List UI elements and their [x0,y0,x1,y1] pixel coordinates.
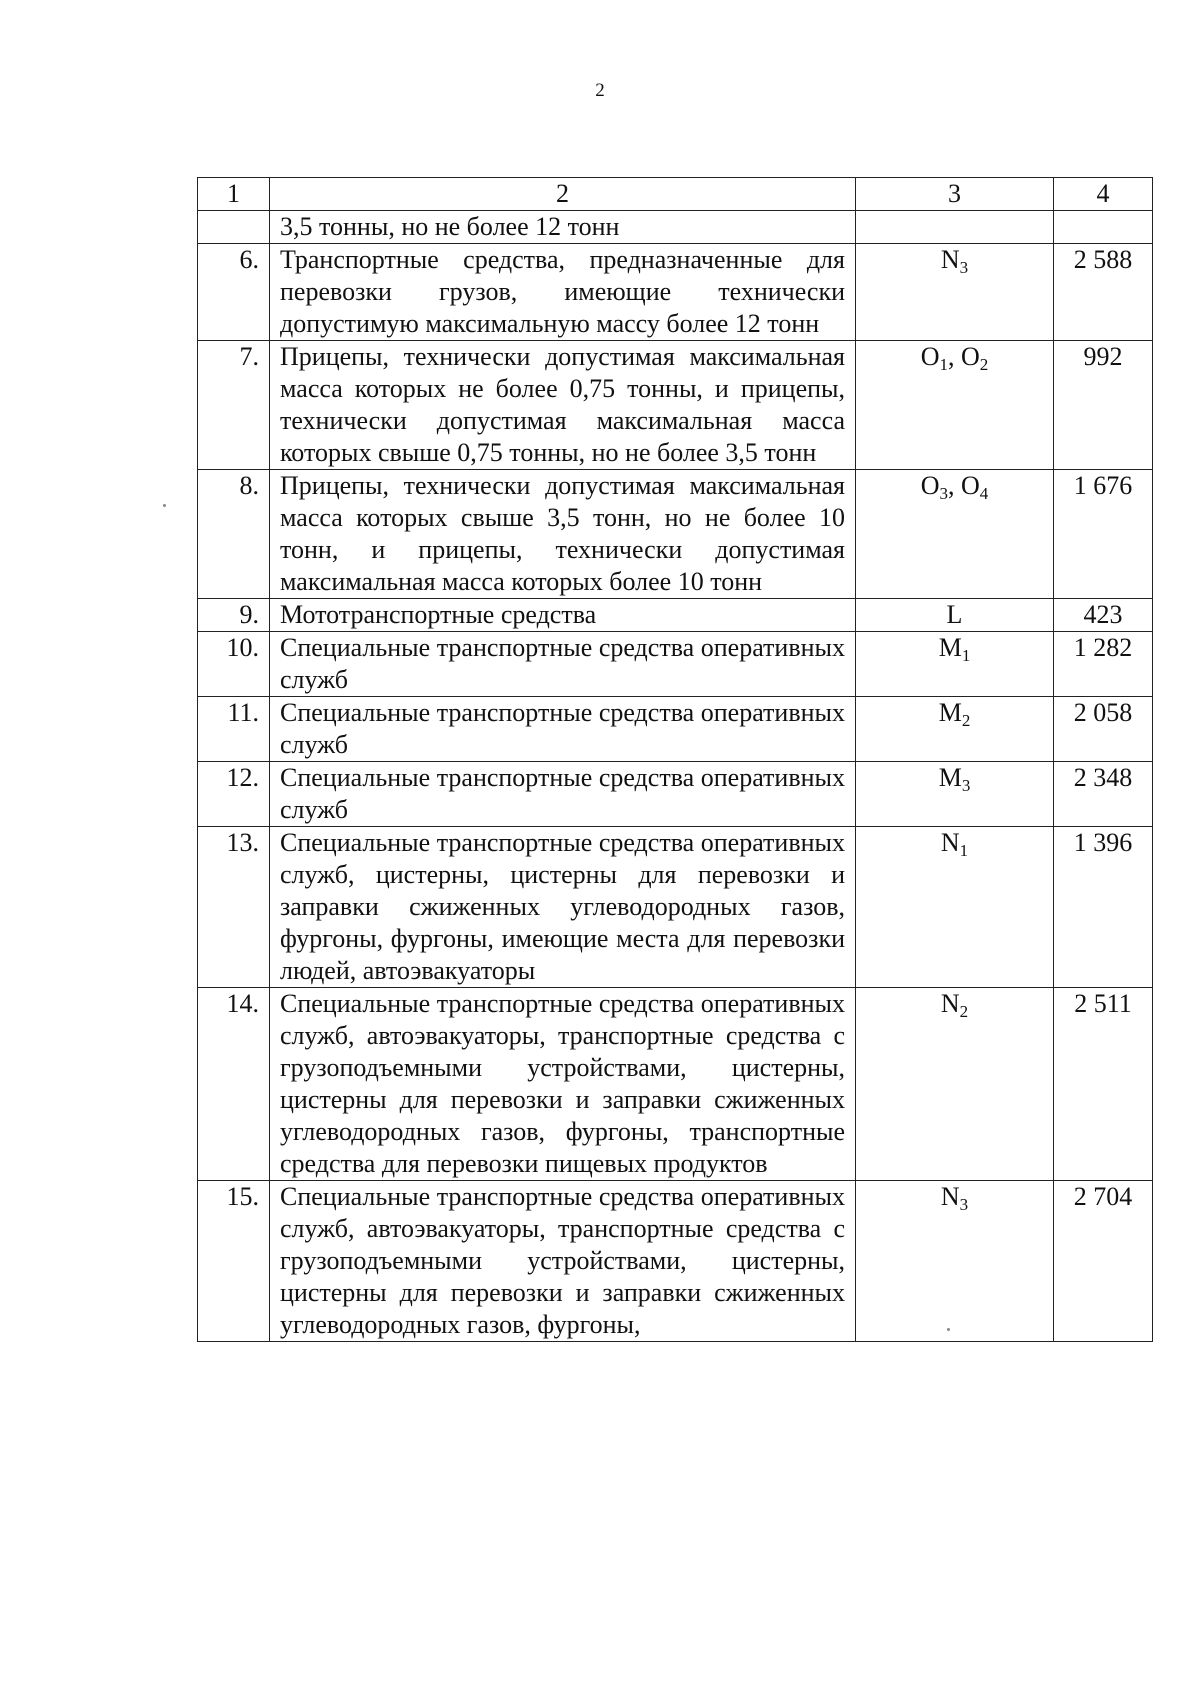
row-category [856,697,1054,762]
row-value [1054,211,1153,244]
header-cell-3: 3 [856,178,1054,211]
table-row [198,244,1153,341]
category-code-2: O [961,471,980,500]
row-category [856,244,1054,341]
row-value: 2 588 [1054,244,1153,341]
category-subscript: 2 [961,711,971,730]
table-row [198,211,1153,244]
table-row [198,988,1153,1181]
header-cell-4: 4 [1054,178,1153,211]
row-description: Специальные транспортные средства оперативных служб [270,762,856,827]
row-value: 423 [1054,599,1153,632]
row-category [856,988,1054,1181]
category-subscript-2: 4 [979,484,989,503]
table-header-row [198,178,1153,211]
row-number: 8. [198,470,270,599]
table-row [198,1181,1153,1342]
row-category [856,341,1054,470]
row-category [856,211,1054,244]
row-category [856,632,1054,697]
row-number: 15. [198,1181,270,1342]
category-code: N [940,245,960,274]
row-category [856,470,1054,599]
row-value: 2 511 [1054,988,1153,1181]
category-code: O [920,471,940,500]
row-value: 1 396 [1054,827,1153,988]
category-code: M [938,763,962,792]
header-cell-2: 2 [270,178,856,211]
category-subscript: 3 [939,484,948,503]
category-subscript: 1 [959,841,969,860]
row-value: 2 058 [1054,697,1153,762]
row-number: 11. [198,697,270,762]
category-subscript: 2 [959,1002,969,1021]
tariff-table [197,177,1153,1342]
row-description: Прицепы, технически допустимая максимальная масса которых не более 0,75 тонны, и прицепы, технически допустимая максимальная масса которых свыше 0,75 тонны, но не более 3,5 тонн [270,341,856,470]
row-number: 9. [198,599,270,632]
page-number: 2 [595,80,605,101]
scan-speck [947,1328,950,1331]
row-value: 992 [1054,341,1153,470]
category-subscript: 1 [939,355,948,374]
table-row [198,697,1153,762]
category-code-2: O [961,342,980,371]
table-row [198,632,1153,697]
row-value: 1 282 [1054,632,1153,697]
category-subscript: 3 [959,1195,969,1214]
row-description: Мототранспортные средства [270,599,856,632]
category-code: O [920,342,940,371]
table-row [198,599,1153,632]
header-cell-1: 1 [198,178,270,211]
row-category [856,762,1054,827]
row-number: 13. [198,827,270,988]
row-number: 6. [198,244,270,341]
row-description: Прицепы, технически допустимая максимальная масса которых свыше 3,5 тонн, но не более 10 тонн, и прицепы, технически допустимая максимальная масса которых более 10 тонн [270,470,856,599]
category-separator: , [948,471,961,500]
row-description: 3,5 тонны, но не более 12 тонн [270,211,856,244]
category-code: N [940,989,960,1018]
row-category [856,1181,1054,1342]
category-code: N [940,1182,960,1211]
category-subscript-2: 2 [979,355,989,374]
row-category [856,599,1054,632]
row-value: 1 676 [1054,470,1153,599]
category-code: M [938,633,962,662]
row-description: Специальные транспортные средства оперативных служб, автоэвакуаторы, транспортные средства с грузоподъемными устройствами, цистерны, цистерны для перевозки и заправки сжиженных углеводородных газов, фургоны, [270,1181,856,1342]
category-code: M [938,698,962,727]
row-number: 12. [198,762,270,827]
row-category [856,827,1054,988]
row-description: Специальные транспортные средства оперативных служб [270,632,856,697]
category-separator: , [948,342,961,371]
table-row [198,470,1153,599]
table-row [198,827,1153,988]
row-number: 14. [198,988,270,1181]
row-description: Специальные транспортные средства оперативных служб, автоэвакуаторы, транспортные средства с грузоподъемными устройствами, цистерны, цистерны для перевозки и заправки сжиженных углеводородных газов, фургоны, транспортные средства для перевозки пищевых продуктов [270,988,856,1181]
category-subscript: 3 [959,258,969,277]
row-value: 2 704 [1054,1181,1153,1342]
category-code: N [940,828,960,857]
row-description: Транспортные средства, предназначенные для перевозки грузов, имеющие технически допустимую максимальную массу более 12 тонн [270,244,856,341]
row-description: Специальные транспортные средства оперативных служб, цистерны, цистерны для перевозки и заправки сжиженных углеводородных газов, фургоны, фургоны, имеющие места для перевозки людей, автоэвакуаторы [270,827,856,988]
row-description: Специальные транспортные средства оперативных служб [270,697,856,762]
row-number: 10. [198,632,270,697]
table-row [198,341,1153,470]
table-row [198,762,1153,827]
row-number: 7. [198,341,270,470]
scan-speck [163,504,166,507]
row-value: 2 348 [1054,762,1153,827]
category-code: L [946,600,963,629]
category-subscript: 1 [961,646,971,665]
category-subscript: 3 [961,776,971,795]
row-number [198,211,270,244]
